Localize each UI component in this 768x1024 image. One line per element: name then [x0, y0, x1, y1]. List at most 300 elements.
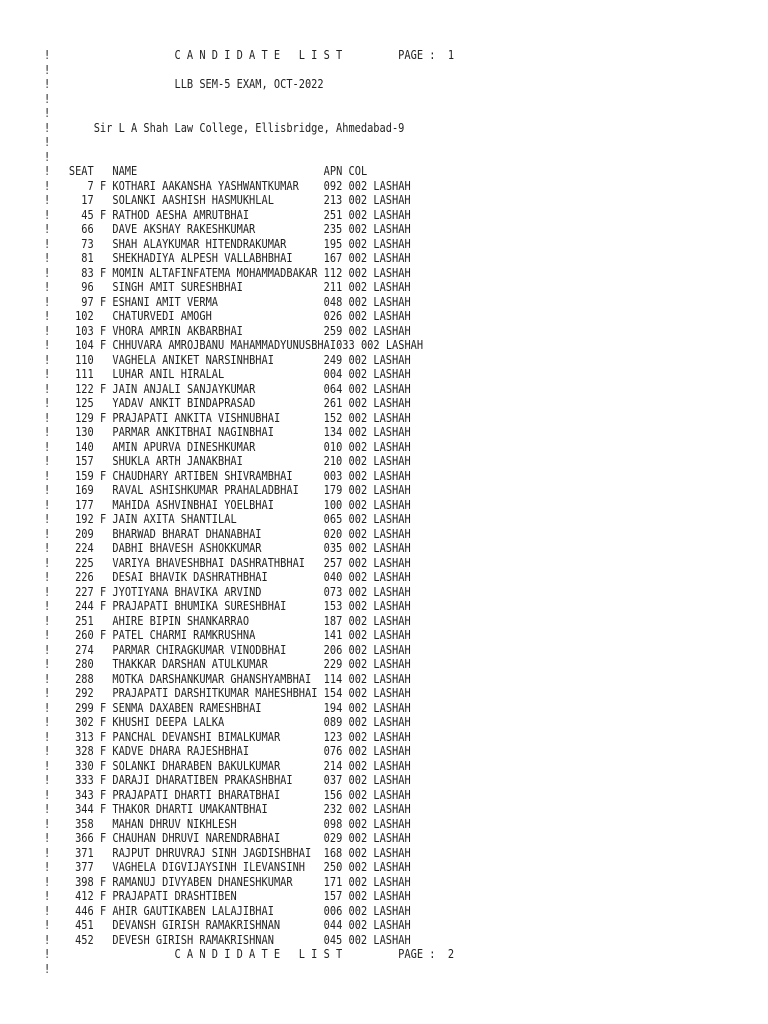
candidate-name: VAGHELA DIGVIJAYSINH ILEVANSINH: [112, 860, 305, 874]
college-short: LASHAH: [373, 323, 411, 338]
college-code: 002: [348, 932, 368, 947]
seat-number: 169: [75, 483, 94, 497]
blank-line: [44, 106, 454, 121]
candidate-name: KADVE DHARA RAJESHBHAI: [112, 744, 250, 758]
college-code: 002: [348, 222, 368, 236]
table-row: [44, 672, 454, 687]
margin-mark: !: [44, 802, 51, 816]
page-number: 2: [447, 947, 455, 961]
table-row: [44, 237, 454, 252]
seat-number: 328: [75, 744, 94, 758]
college-code: 002: [348, 396, 368, 410]
seat-number: 398: [75, 874, 94, 889]
college-short: LASHAH: [373, 483, 411, 497]
candidate-name: VHORA AMRIN AKBARBHAI: [112, 323, 243, 338]
margin-mark: !: [44, 77, 51, 91]
seat-number: 110: [75, 352, 94, 367]
college-short: LASHAH: [373, 700, 411, 715]
margin-mark: !: [44, 860, 51, 874]
margin-mark: !: [44, 570, 51, 584]
apn-number: 048: [323, 294, 343, 309]
college-short: LASHAH: [373, 526, 411, 541]
apn-number: 179: [323, 483, 343, 497]
college-short: LASHAH: [373, 860, 411, 874]
title-line: [44, 48, 454, 63]
table-row: [44, 266, 454, 281]
apn-number: 211: [323, 280, 343, 294]
apn-number: 261: [323, 396, 343, 410]
college-code: 002: [348, 874, 368, 889]
candidate-name: KOTHARI AAKANSHA YASHWANTKUMAR: [112, 178, 299, 193]
candidate-name: SOLANKI DHARABEN BAKULKUMAR: [112, 758, 281, 773]
margin-mark: !: [44, 845, 51, 860]
apn-number: 195: [323, 236, 343, 251]
candidate-name: VARIYA BHAVESHBHAI DASHRATHBHAI: [112, 555, 305, 570]
college-short: LASHAH: [373, 903, 411, 918]
margin-mark: !: [44, 62, 51, 77]
table-row: [44, 686, 454, 701]
margin-mark: !: [44, 178, 51, 193]
college-short: LASHAH: [373, 468, 411, 483]
col-apn: APN: [323, 164, 343, 178]
apn-number: 073: [323, 584, 343, 599]
seat-number: 192: [75, 512, 94, 526]
margin-mark: !: [44, 164, 51, 178]
table-row: [44, 527, 454, 542]
college-code: 002: [348, 845, 368, 860]
seat-number: 226: [75, 570, 94, 584]
college-code: 002: [348, 425, 368, 439]
candidate-name: MAHAN DHRUV NIKHLESH: [112, 816, 237, 831]
sex-flag: F: [99, 889, 107, 903]
college-line: [44, 121, 454, 136]
seat-number: 446: [75, 903, 94, 918]
college-short: LASHAH: [373, 207, 411, 222]
apn-number: 112: [323, 265, 343, 280]
candidate-name: PARMAR CHIRAGKUMAR VINODBHAI: [112, 642, 287, 657]
college-code: 002: [348, 541, 368, 555]
apn-number: 004: [323, 367, 343, 381]
college-short: LASHAH: [373, 671, 411, 686]
candidate-name: VAGHELA ANIKET NARSINHBHAI: [112, 352, 274, 367]
margin-mark: !: [44, 642, 51, 657]
table-row: [44, 469, 454, 484]
candidate-name: THAKOR DHARTI UMAKANTBHAI: [112, 802, 268, 816]
candidate-name: THAKKAR DARSHAN ATULKUMAR: [112, 657, 268, 671]
candidate-name: SHUKLA ARTH JANAKBHAI: [112, 454, 243, 468]
college-short: LASHAH: [373, 918, 411, 932]
blank-line: [44, 135, 454, 150]
column-header: [44, 164, 454, 179]
seat-number: 251: [75, 613, 94, 628]
margin-mark: !: [44, 671, 51, 686]
candidate-name: JYOTIYANA BHAVIKA ARVIND: [112, 584, 262, 599]
apn-number: 037: [323, 773, 343, 787]
sex-flag: F: [99, 744, 107, 758]
margin-mark: !: [44, 729, 51, 744]
college-code: 002: [348, 367, 368, 381]
seat-number: 96: [81, 280, 94, 294]
seat-number: 371: [75, 845, 94, 860]
margin-mark: !: [44, 657, 51, 671]
col-col: COL: [348, 164, 368, 178]
apn-number: 100: [323, 497, 343, 512]
college-code: 002: [348, 483, 368, 497]
apn-number: 064: [323, 381, 343, 396]
apn-number: 249: [323, 352, 343, 367]
college-short: LASHAH: [373, 657, 411, 671]
table-row: [44, 251, 454, 266]
apn-number: 152: [323, 410, 343, 425]
apn-number: 206: [323, 642, 343, 657]
college-code: 002: [348, 628, 368, 642]
seat-number: 288: [75, 671, 94, 686]
sex-flag: F: [99, 338, 107, 352]
candidate-name: SHAH ALAYKUMAR HITENDRAKUMAR: [112, 236, 287, 251]
apn-number: 187: [323, 613, 343, 628]
college-code: 002: [348, 512, 368, 526]
college-code: 002: [348, 570, 368, 584]
table-row: [44, 483, 454, 498]
college-short: LASHAH: [373, 831, 411, 845]
sex-flag: F: [99, 903, 107, 918]
table-row: [44, 875, 454, 890]
page-label: PAGE :: [398, 947, 436, 961]
apn-number: 020: [323, 526, 343, 541]
seat-number: 103: [75, 323, 94, 338]
table-row: [44, 730, 454, 745]
college-short: LASHAH: [373, 425, 411, 439]
apn-number: 141: [323, 628, 343, 642]
margin-mark: !: [44, 468, 51, 483]
margin-mark: !: [44, 758, 51, 773]
college-short: LASHAH: [373, 439, 411, 454]
sex-flag: F: [99, 729, 107, 744]
margin-mark: !: [44, 367, 51, 381]
margin-mark: !: [44, 396, 51, 410]
college-short: LASHAH: [373, 178, 411, 193]
table-row: [44, 701, 454, 716]
table-row: [44, 744, 454, 759]
table-row: [44, 933, 454, 948]
candidate-name: CHHUVARA AMROJBANU MAHAMMADYUNUSBHAI: [112, 338, 337, 352]
table-row: [44, 512, 454, 527]
college-short: LASHAH: [373, 367, 411, 381]
exam-name: LLB SEM-5 EXAM, OCT-2022: [174, 77, 324, 91]
margin-mark: !: [44, 439, 51, 454]
apn-number: 029: [323, 831, 343, 845]
margin-mark: !: [44, 773, 51, 787]
margin-mark: !: [44, 816, 51, 831]
margin-mark: !: [44, 889, 51, 903]
candidate-name: PATEL CHARMI RAMKRUSHNA: [112, 628, 256, 642]
margin-mark: !: [44, 294, 51, 309]
margin-mark: !: [44, 700, 51, 715]
apn-number: 089: [323, 715, 343, 729]
apn-number: 098: [323, 816, 343, 831]
candidate-name: CHAUDHARY ARTIBEN SHIVRAMBHAI: [112, 468, 293, 483]
margin-mark: !: [44, 323, 51, 338]
college-code: 002: [348, 555, 368, 570]
margin-mark: !: [44, 91, 51, 106]
apn-number: 194: [323, 700, 343, 715]
sex-flag: F: [99, 207, 107, 222]
margin-mark: !: [44, 265, 51, 280]
seat-number: 451: [75, 918, 94, 932]
candidate-name: SINGH AMIT SURESHBHAI: [112, 280, 243, 294]
college-code: 002: [348, 903, 368, 918]
college-code: 002: [360, 338, 380, 352]
college-short: LASHAH: [373, 802, 411, 816]
apn-number: 010: [323, 439, 343, 454]
seat-number: 343: [75, 787, 94, 802]
college-code: 002: [348, 715, 368, 729]
seat-number: 299: [75, 700, 94, 715]
candidate-name: RAVAL ASHISHKUMAR PRAHALADBHAI: [112, 483, 299, 497]
table-row: [44, 918, 454, 933]
margin-mark: !: [44, 251, 51, 265]
seat-number: 244: [75, 599, 94, 613]
margin-mark: !: [44, 947, 51, 961]
table-row: [44, 498, 454, 513]
college-short: LASHAH: [373, 309, 411, 323]
margin-mark: !: [44, 961, 51, 976]
table-row: [44, 614, 454, 629]
table-row: [44, 324, 454, 339]
college-code: 002: [348, 802, 368, 816]
sex-flag: F: [99, 758, 107, 773]
college-code: 002: [348, 323, 368, 338]
college-code: 002: [348, 178, 368, 193]
apn-number: 257: [323, 555, 343, 570]
college-code: 002: [348, 352, 368, 367]
seat-number: 159: [75, 468, 94, 483]
margin-mark: !: [44, 222, 51, 236]
college-code: 002: [348, 584, 368, 599]
candidate-name: DESAI BHAVIK DASHRATHBHAI: [112, 570, 268, 584]
apn-number: 092: [323, 178, 343, 193]
margin-mark: !: [44, 932, 51, 947]
candidate-name: MAHIDA ASHVINBHAI YOELBHAI: [112, 497, 274, 512]
candidate-name: RATHOD AESHA AMRUTBHAI: [112, 207, 250, 222]
margin-mark: !: [44, 874, 51, 889]
apn-number: 214: [323, 758, 343, 773]
table-row: [44, 860, 454, 875]
college-code: 002: [348, 599, 368, 613]
seat-number: 366: [75, 831, 94, 845]
college-code: 002: [348, 207, 368, 222]
college-code: 002: [348, 613, 368, 628]
seat-number: 260: [75, 628, 94, 642]
table-row: [44, 759, 454, 774]
seat-number: 130: [75, 425, 94, 439]
college-short: LASHAH: [373, 773, 411, 787]
college-short: LASHAH: [373, 265, 411, 280]
seat-number: 344: [75, 802, 94, 816]
college-code: 002: [348, 526, 368, 541]
candidate-name: RAJPUT DHRUVRAJ SINH JAGDISHBHAI: [112, 845, 312, 860]
seat-number: 292: [75, 686, 94, 700]
candidate-name: SENMA DAXABEN RAMESHBHAI: [112, 700, 262, 715]
apn-number: 232: [323, 802, 343, 816]
seat-number: 274: [75, 642, 94, 657]
apn-number: 259: [323, 323, 343, 338]
blank-line: [44, 92, 454, 107]
margin-mark: !: [44, 744, 51, 758]
table-row: [44, 309, 454, 324]
margin-mark: !: [44, 715, 51, 729]
college-name: Sir L A Shah Law College, Ellisbridge, Ahmedabad-9: [93, 120, 405, 135]
table-row: [44, 657, 454, 672]
apn-number: 045: [323, 932, 343, 947]
college-code: 002: [348, 468, 368, 483]
margin-mark: !: [44, 149, 51, 164]
margin-mark: !: [44, 193, 51, 207]
college-code: 002: [348, 280, 368, 294]
candidate-name: PRAJAPATI DRASHTIBEN: [112, 889, 237, 903]
apn-number: 156: [323, 787, 343, 802]
college-short: LASHAH: [373, 584, 411, 599]
college-code: 002: [348, 729, 368, 744]
college-code: 002: [348, 381, 368, 396]
margin-mark: !: [44, 381, 51, 396]
candidate-name: JAIN AXITA SHANTILAL: [112, 512, 237, 526]
seat-number: 302: [75, 715, 94, 729]
apn-number: 157: [323, 889, 343, 903]
table-row: [44, 570, 454, 585]
college-short: LASHAH: [373, 628, 411, 642]
college-code: 002: [348, 686, 368, 700]
seat-number: 140: [75, 439, 94, 454]
margin-mark: !: [44, 309, 51, 323]
apn-number: 250: [323, 860, 343, 874]
college-short: LASHAH: [373, 642, 411, 657]
college-short: LASHAH: [373, 410, 411, 425]
apn-number: 123: [323, 729, 343, 744]
seat-number: 111: [75, 367, 94, 381]
apn-number: 229: [323, 657, 343, 671]
apn-number: 035: [323, 541, 343, 555]
college-code: 002: [348, 410, 368, 425]
table-row: [44, 382, 454, 397]
college-short: LASHAH: [373, 787, 411, 802]
sex-flag: F: [99, 802, 107, 816]
table-row: [44, 295, 454, 310]
college-short: LASHAH: [373, 845, 411, 860]
candidate-name: CHAUHAN DHRUVI NARENDRABHAI: [112, 831, 281, 845]
college-code: 002: [348, 744, 368, 758]
college-code: 002: [348, 657, 368, 671]
candidate-name: PRAJAPATI DHARTI BHARATBHAI: [112, 787, 281, 802]
seat-number: 177: [75, 497, 94, 512]
seat-number: 224: [75, 541, 94, 555]
sex-flag: F: [99, 715, 107, 729]
college-short: LASHAH: [373, 816, 411, 831]
college-code: 002: [348, 309, 368, 323]
apn-number: 065: [323, 512, 343, 526]
table-row: [44, 831, 454, 846]
college-code: 002: [348, 831, 368, 845]
college-code: 002: [348, 671, 368, 686]
apn-number: 033: [336, 338, 355, 352]
apn-number: 134: [323, 425, 343, 439]
sex-flag: F: [99, 584, 107, 599]
seat-number: 73: [81, 236, 94, 251]
college-short: LASHAH: [373, 280, 411, 294]
table-row: [44, 208, 454, 223]
college-short: LASHAH: [373, 222, 411, 236]
table-row: [44, 367, 454, 382]
college-code: 002: [348, 758, 368, 773]
apn-number: 153: [323, 599, 343, 613]
candidate-name: CHATURVEDI AMOGH: [112, 309, 212, 323]
sex-flag: F: [99, 512, 107, 526]
candidate-name: BHARWAD BHARAT DHANABHAI: [112, 526, 262, 541]
apn-number: 235: [323, 222, 343, 236]
margin-mark: !: [44, 207, 51, 222]
margin-mark: !: [44, 48, 51, 62]
margin-mark: !: [44, 280, 51, 294]
next-page-title-line: [44, 947, 454, 962]
college-code: 002: [348, 860, 368, 874]
seat-number: 333: [75, 773, 94, 787]
seat-number: 17: [81, 193, 94, 207]
list-title: C A N D I D A T E L I S T: [174, 48, 343, 62]
margin-mark: !: [44, 236, 51, 251]
college-short: LASHAH: [373, 381, 411, 396]
table-row: [44, 411, 454, 426]
sex-flag: F: [99, 381, 107, 396]
apn-number: 003: [323, 468, 343, 483]
sex-flag: F: [99, 323, 107, 338]
apn-number: 210: [323, 454, 343, 468]
candidate-name: PRAJAPATI DARSHITKUMAR MAHESHBHAI: [112, 686, 318, 700]
table-row: [44, 628, 454, 643]
exam-line: [44, 77, 454, 92]
candidate-name: DAVE AKSHAY RAKESHKUMAR: [112, 222, 256, 236]
college-code: 002: [348, 773, 368, 787]
table-row: [44, 396, 454, 411]
margin-mark: !: [44, 541, 51, 555]
seat-number: 125: [75, 396, 94, 410]
sex-flag: F: [99, 265, 107, 280]
college-code: 002: [348, 918, 368, 932]
table-row: [44, 788, 454, 803]
seat-number: 7: [87, 178, 94, 193]
margin-mark: !: [44, 352, 51, 367]
candidate-name: AHIRE BIPIN SHANKARRAO: [112, 613, 250, 628]
table-row: [44, 599, 454, 614]
apn-number: 251: [323, 207, 343, 222]
margin-mark: !: [44, 512, 51, 526]
apn-number: 167: [323, 251, 343, 265]
candidate-name: KHUSHI DEEPA LALKA: [112, 715, 225, 729]
margin-mark: !: [44, 483, 51, 497]
table-row: [44, 802, 454, 817]
sex-flag: F: [99, 787, 107, 802]
sex-flag: F: [99, 874, 107, 889]
seat-number: 412: [75, 889, 94, 903]
college-code: 002: [348, 787, 368, 802]
college-code: 002: [348, 236, 368, 251]
candidate-name: PANCHAL DEVANSHI BIMALKUMAR: [112, 729, 281, 744]
table-row: [44, 454, 454, 469]
table-row: [44, 904, 454, 919]
sex-flag: F: [99, 599, 107, 613]
college-code: 002: [348, 439, 368, 454]
sex-flag: F: [99, 700, 107, 715]
college-short: LASHAH: [373, 889, 411, 903]
